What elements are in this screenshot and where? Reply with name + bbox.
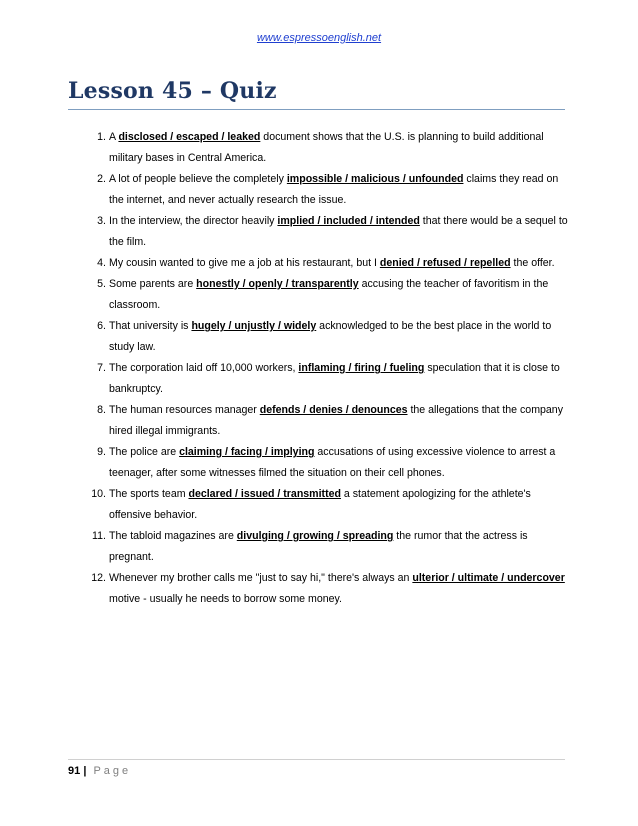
quiz-item-8 <box>68 400 568 442</box>
page-title: Lesson 45 – Quiz <box>68 78 277 104</box>
quiz-item-9 <box>68 442 568 484</box>
item-text-before: The tabloid magazines are <box>109 530 237 542</box>
item-text-before: That university is <box>109 320 192 332</box>
quiz-item-10 <box>68 484 568 526</box>
answer-options: hugely / unjustly / widely <box>191 320 317 332</box>
quiz-list <box>68 127 568 610</box>
item-text-after: accusing the teacher of favoritism in the classroom. <box>109 278 549 311</box>
quiz-item-4 <box>68 253 568 274</box>
item-text-after: speculation that it is close to bankruptcy. <box>109 362 560 395</box>
item-text-after: claims they read on the internet, and never actually research the issue. <box>109 173 559 206</box>
item-number: 6. <box>97 320 106 332</box>
quiz-item-11 <box>68 526 568 568</box>
item-number: 12. <box>91 572 106 584</box>
answer-options: inflaming / firing / fueling <box>298 362 425 374</box>
page-label: Page <box>93 765 132 777</box>
item-text-after: the rumor that the actress is pregnant. <box>109 530 528 563</box>
item-number: 1. <box>97 131 106 143</box>
item-text-before: Some parents are <box>109 278 197 290</box>
item-number: 10. <box>91 488 106 500</box>
item-text-before: The human resources manager <box>109 404 260 416</box>
answer-options: denied / refused / repelled <box>379 257 511 269</box>
item-number: 7. <box>97 362 106 374</box>
quiz-item-1 <box>68 127 568 169</box>
answer-options: ulterior / ultimate / undercover <box>412 572 565 584</box>
item-number: 4. <box>97 257 106 269</box>
footer-divider <box>68 759 565 760</box>
title-divider <box>68 109 565 110</box>
item-number: 2. <box>97 173 106 185</box>
item-text-after: acknowledged to be the best place in the world to study law. <box>109 320 552 353</box>
item-text-after: accusations of using excessive violence to arrest a teenager, after some witnesses filmed the situation on their cell phones. <box>109 446 556 479</box>
answer-options: declared / issued / transmitted <box>188 488 341 500</box>
item-number: 8. <box>97 404 106 416</box>
quiz-item-7 <box>68 358 568 400</box>
answer-options: disclosed / escaped / leaked <box>118 131 261 143</box>
item-text-before: The police are <box>109 446 180 458</box>
item-text-after: that there would be a sequel to the film. <box>109 215 568 248</box>
item-text-after: the offer. <box>510 257 555 269</box>
answer-options: divulging / growing / spreading <box>236 530 394 542</box>
item-text-before: My cousin wanted to give me a job at his restaurant, but I <box>109 257 380 269</box>
quiz-item-3 <box>68 211 568 253</box>
item-number: 3. <box>97 215 106 227</box>
page-number: 91 <box>68 765 81 777</box>
page-footer <box>68 765 131 777</box>
quiz-item-5 <box>68 274 568 316</box>
item-text-after: the allegations that the company hired illegal immigrants. <box>109 404 563 437</box>
item-text-before: A <box>109 131 119 143</box>
item-text-before: The corporation laid off 10,000 workers, <box>109 362 299 374</box>
answer-options: impossible / malicious / unfounded <box>286 173 464 185</box>
item-text-after: a statement apologizing for the athlete's offensive behavior. <box>109 488 531 521</box>
answer-options: claiming / facing / implying <box>179 446 315 458</box>
quiz-item-2 <box>68 169 568 211</box>
item-text-before: A lot of people believe the completely <box>109 173 287 185</box>
item-text-before: In the interview, the director heavily <box>109 215 278 227</box>
item-number: 11. <box>92 530 106 542</box>
item-text-after: motive - usually he needs to borrow some money. <box>109 593 342 605</box>
quiz-item-12 <box>68 568 568 610</box>
quiz-item-6 <box>68 316 568 358</box>
website-link[interactable]: www.espressoenglish.net <box>256 32 382 44</box>
item-number: 5. <box>97 278 106 290</box>
answer-options: implied / included / intended <box>277 215 420 227</box>
answer-options: defends / denies / denounces <box>259 404 408 416</box>
footer-separator: | <box>83 765 87 777</box>
item-number: 9. <box>97 446 106 458</box>
item-text-before: The sports team <box>109 488 189 500</box>
item-text-after: document shows that the U.S. is planning to build additional military bases in Central America. <box>109 131 544 164</box>
answer-options: honestly / openly / transparently <box>196 278 359 290</box>
item-text-before: Whenever my brother calls me "just to say hi," there's always an <box>109 572 413 584</box>
